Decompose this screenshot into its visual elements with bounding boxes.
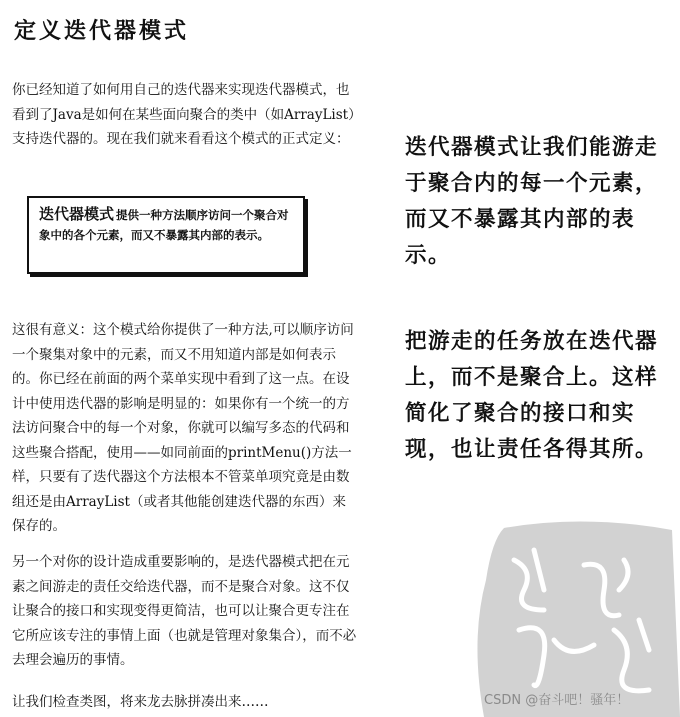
side-note-definition: 迭代器模式让我们能游走于聚合内的每一个元素，而又不暴露其内部的表示。 <box>405 135 659 268</box>
page-title: 定义迭代器模式 <box>14 19 190 44</box>
impact-paragraph: 另一个对你的设计造成重要影响的，是迭代器模式把在元素之间游走的责任交给迭代器，而不是聚合对象。这不仅让聚合的接口和实现变得更简洁，也可以让聚合更专注在它所应该专注的事情上面（也就是管理对象集合），而不必去理会遍历的事情。 <box>12 554 357 668</box>
definition-body: 提供一种方法顺序访问一个聚合对象中的各个元素，而又不暴露其内部的表示。 <box>39 208 289 242</box>
intro-paragraph: 你已经知道了如何用自己的迭代器来实现迭代器模式，也看到了Java是如何在某些面向聚合的类中（如ArrayList）支持迭代器的。现在我们就来看看这个模式的正式定义： <box>12 82 355 147</box>
definition-term: 迭代器模式 <box>39 205 115 223</box>
seal-stamp-icon <box>474 520 680 717</box>
side-note-responsibility: 把游走的任务放在迭代器上，而不是聚合上。这样简化了聚合的接口和实现，也让责任各得其所。 <box>405 329 659 462</box>
watermark: CSDN @奋斗吧！骚年！ <box>484 693 630 708</box>
meaning-paragraph: 这很有意义：这个模式给你提供了一种方法,可以顺序访问一个聚集对象中的元素，而又不用知道内部是如何表示的。你已经在前面的两个菜单实现中看到了这一点。在设计中使用迭代器的影响是明显的：如果你有一个统一的方法访问聚合中的每一个对象，你就可以编写多态的代码和这些聚合搭配，使用——如同前面的printMenu()方法一样，只要有了迭代器这个方法根本不管菜单项究竟是由数组还是由ArrayList（或者其他能创建迭代器的东西）来保存的。 <box>12 322 354 534</box>
definition-box <box>27 196 305 274</box>
closing-paragraph: 让我们检查类图，将来龙去脉拼凑出来…… <box>12 694 269 710</box>
